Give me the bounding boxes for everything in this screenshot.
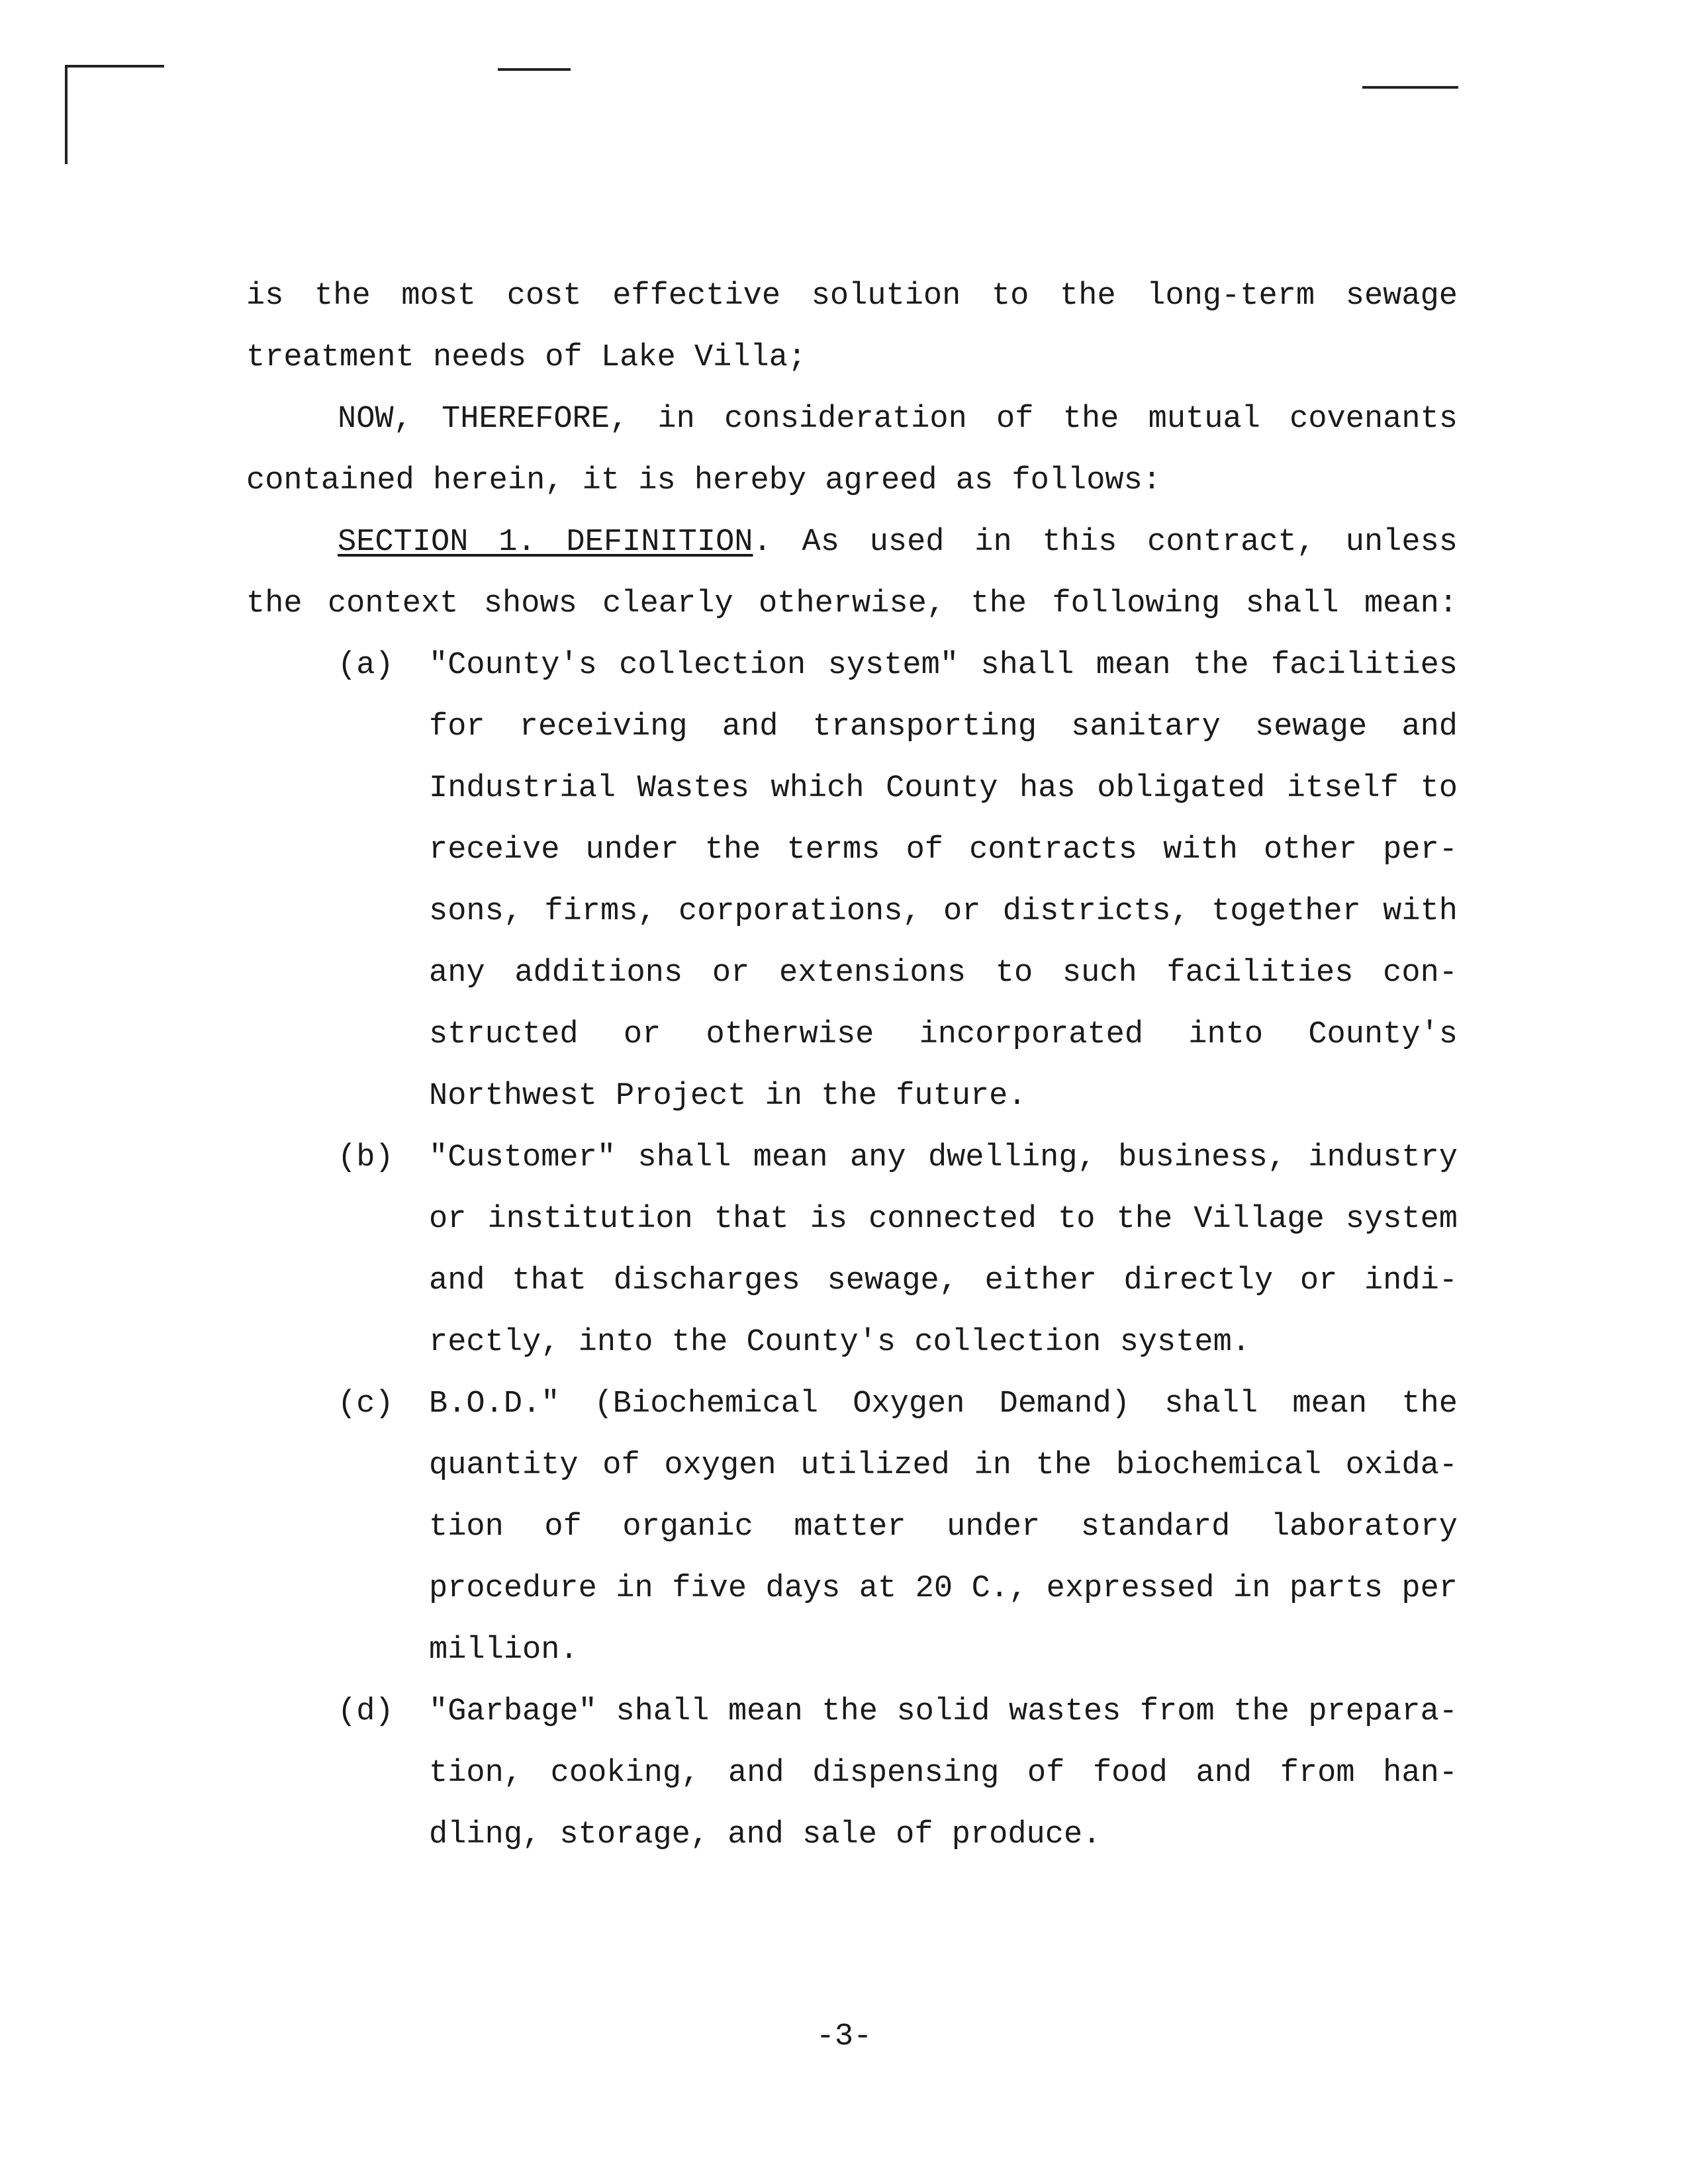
intro-line: is the most cost effective solution to the long-term sewage: [246, 279, 1458, 314]
item-c-line: tion of organic matter under standard laboratory: [429, 1510, 1458, 1545]
item-b-line: rectly, into the County's collection system.: [429, 1325, 1251, 1360]
item-d-line: tion, cooking, and dispensing of food and from han-: [429, 1756, 1458, 1791]
item-a-line: sons, firms, corporations, or districts, together with: [429, 894, 1458, 929]
section-heading-line: [338, 524, 1458, 561]
item-c-line: B.O.D." (Biochemical Oxygen Demand) shall mean the: [429, 1387, 1458, 1422]
item-c-line: million.: [429, 1633, 579, 1668]
item-a-line: for receiving and transporting sanitary sewage and: [429, 709, 1458, 745]
item-b-line: "Customer" shall mean any dwelling, business, industry: [429, 1140, 1458, 1175]
item-a-line: structed or otherwise incorporated into County's: [429, 1017, 1458, 1052]
item-d-line: "Garbage" shall mean the solid wastes from the prepara-: [429, 1694, 1458, 1729]
section-line: the context shows clearly otherwise, the following shall mean:: [246, 586, 1458, 621]
scan-dash-mark-right: [1362, 86, 1458, 89]
item-label-d: (d): [338, 1694, 394, 1729]
item-a-line: any additions or extensions to such facilities con-: [429, 956, 1458, 991]
item-label-a: (a): [338, 648, 394, 683]
scan-corner-mark-vertical: [65, 65, 68, 164]
now-therefore-line: NOW, THEREFORE, in consideration of the mutual covenants: [338, 402, 1458, 437]
section-lead-text: . As used in this contract, unless: [753, 525, 1458, 560]
scan-corner-mark: [65, 65, 164, 68]
item-a-line: Northwest Project in the future.: [429, 1079, 1027, 1114]
now-therefore-line: contained herein, it is hereby agreed as follows:: [246, 463, 1162, 498]
item-a-line: Industrial Wastes which County has obligated itself to: [429, 771, 1458, 806]
item-label-b: (b): [338, 1140, 394, 1175]
item-b-line: or institution that is connected to the Village system: [429, 1202, 1458, 1237]
intro-line: treatment needs of Lake Villa;: [246, 340, 807, 375]
item-c-line: quantity of oxygen utilized in the biochemical oxida-: [429, 1448, 1458, 1483]
page-number: -3-: [816, 2019, 872, 2054]
section-heading: SECTION 1. DEFINITION: [338, 525, 753, 560]
scan-dash-mark: [498, 68, 571, 71]
item-d-line: dling, storage, and sale of produce.: [429, 1817, 1102, 1852]
item-b-line: and that discharges sewage, either directly or indi-: [429, 1263, 1458, 1298]
item-c-line: procedure in five days at 20 C., expressed in parts per: [429, 1571, 1458, 1606]
item-a-line: receive under the terms of contracts with other per-: [429, 833, 1458, 868]
item-label-c: (c): [338, 1387, 394, 1422]
item-a-line: "County's collection system" shall mean the facilities: [429, 648, 1458, 683]
